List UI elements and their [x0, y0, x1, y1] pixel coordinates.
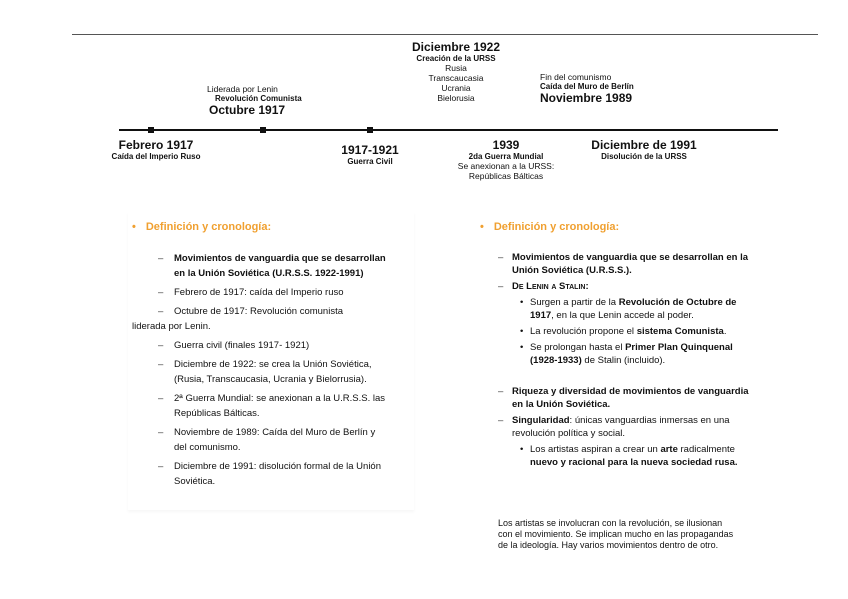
event-line: Repúblicas Bálticas [468, 171, 544, 181]
event-subtitle: Caída del Imperio Ruso [111, 152, 201, 161]
list-item: – 2ª Guerra Mundial: se anexionan a la U.R.S.S. las [158, 393, 386, 404]
list-item-cont: Unión Soviética (U.R.S.S.). [512, 265, 632, 276]
event-line: Se anexionan a la URSS: [457, 161, 555, 171]
event-dec-1991 [586, 138, 702, 161]
list-item: – Singularidad: únicas vanguardias inmersas en una [498, 415, 730, 426]
list-item: – Diciembre de 1991: disolución formal de la Unión [158, 461, 382, 472]
event-date: 1939 [492, 138, 520, 152]
sub-list [520, 443, 749, 469]
sub-item-cont: nuevo y racional para la nueva sociedad rusa. [530, 457, 738, 468]
paragraph-line: Los artistas se involucran con la revolución, se ilusionan [498, 518, 723, 528]
list-item: – Febrero de 1917: caída del Imperio ruso [158, 287, 344, 298]
event-nov-1989 [540, 72, 634, 105]
event-date: Diciembre 1922 [411, 40, 501, 54]
event-subtitle: Caída del Muro de Berlín [540, 82, 634, 91]
paragraph-line: con el movimiento. Se implican mucho en las propagandas [498, 529, 734, 539]
sub-item: • Los artistas aspiran a crear un arte radicalmente [520, 444, 735, 455]
list-item-cont: revolución política y social. [512, 428, 625, 439]
list-item: – Riqueza y diversidad de movimientos de vanguardia [498, 386, 749, 397]
left-list [132, 251, 386, 489]
right-heading-text: Definición y cronología: [493, 221, 620, 233]
sub-item: • Se prolongan hasta el Primer Plan Quinquenal [520, 342, 733, 353]
list-item-cont: en la Unión Soviética. [512, 399, 611, 410]
list-item-lenin-stalin: – De Lenin a Stalin: [498, 281, 589, 292]
list-item: – Octubre de 1917: Revolución comunista [158, 306, 343, 317]
event-line: Fin del comunismo [540, 72, 612, 82]
right-heading [480, 221, 749, 233]
list-item: – Diciembre de 1922: se crea la Unión Soviética, [158, 359, 372, 370]
event-oct-1917 [207, 84, 302, 117]
right-panel [480, 221, 749, 469]
list-item: – Movimientos de vanguardia que se desarrollan en la [498, 252, 748, 263]
left-heading [132, 221, 386, 233]
event-subtitle: Guerra Civil [347, 157, 393, 166]
sub-item-cont: 1917, en la que Lenin accede al poder. [530, 310, 694, 321]
event-date: 1917-1921 [341, 143, 399, 157]
event-subtitle: Creación de la URSS [416, 54, 496, 63]
event-date: Febrero 1917 [118, 138, 194, 152]
event-date: Noviembre 1989 [540, 91, 633, 105]
list-item-cont: Soviética. [174, 476, 216, 487]
sub-list [520, 296, 749, 367]
event-feb-1917 [96, 138, 216, 161]
list-item-cont: del comunismo. [174, 442, 241, 453]
event-subtitle: Revolución Comunista [215, 94, 302, 103]
event-line: Ucrania [441, 83, 471, 93]
event-line: Transcaucasia [428, 73, 484, 83]
list-item-cont: (Rusia, Transcaucasia, Ucrania y Bielorrusia). [174, 374, 367, 385]
header-rule [72, 34, 818, 35]
event-civil-war [330, 143, 410, 166]
list-item: – Movimientos de vanguardia que se desarrollan [158, 253, 386, 264]
bullet-dot: • [132, 221, 136, 233]
event-line: Rusia [445, 63, 467, 73]
closing-paragraph [498, 518, 733, 551]
event-date: Octubre 1917 [209, 103, 286, 117]
event-line: Liderada por Lenin [207, 84, 278, 94]
list-item-cont: Repúblicas Bálticas. [174, 408, 260, 419]
bullet-dot: • [480, 221, 484, 233]
event-date: Diciembre de 1991 [591, 138, 697, 152]
list-item: – Noviembre de 1989: Caída del Muro de Berlín y [158, 427, 376, 438]
right-list [498, 251, 749, 469]
timeline-tick-1921 [367, 127, 373, 133]
sub-item-cont: (1928-1933) de Stalin (incluido). [530, 355, 666, 366]
left-heading-text: Definición y cronología: [145, 221, 272, 233]
event-dec-1922 [396, 40, 516, 103]
list-item-cont: liderada por Lenin. [132, 321, 211, 332]
list-item: – Guerra civil (finales 1917- 1921) [158, 340, 310, 351]
event-subtitle: 2da Guerra Mundial [468, 152, 544, 161]
list-item-cont: en la Unión Soviética (U.R.S.S. 1922-1991) [174, 268, 364, 279]
event-1939 [446, 138, 566, 181]
sub-item: • La revolución propone el sistema Comunista. [520, 326, 727, 337]
event-subtitle: Disolución de la URSS [601, 152, 687, 161]
timeline-tick-1917-feb [148, 127, 154, 133]
paragraph-line: de la ideología. Hay varios movimientos dentro de otro. [498, 540, 719, 550]
timeline-tick-1917-oct [260, 127, 266, 133]
sub-item: • Surgen a partir de la Revolución de Octubre de [520, 297, 737, 308]
timeline-axis [119, 129, 778, 131]
event-line: Bielorusia [437, 93, 475, 103]
left-panel [132, 221, 386, 489]
